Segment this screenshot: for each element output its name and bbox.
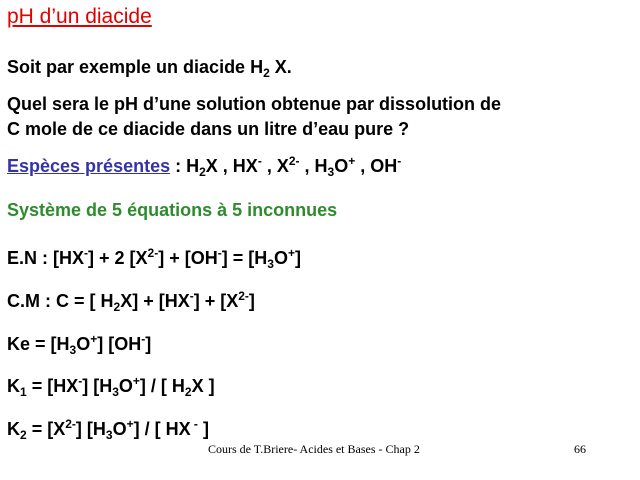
equation-ke	[7, 333, 151, 355]
eq-text: O	[112, 419, 127, 439]
equation-electroneutrality	[7, 247, 301, 269]
slide-title: pH d’un diacide	[7, 5, 152, 28]
eq-text: X ]	[191, 376, 215, 396]
eq-text: K	[7, 376, 20, 396]
eq-text: K	[7, 419, 20, 439]
superscript: 2-	[147, 246, 159, 260]
species-text: O	[334, 156, 349, 176]
superscript: -	[190, 417, 198, 431]
eq-text: X] + [HX	[120, 291, 190, 311]
eq-text: ]	[248, 291, 255, 311]
eq-text: C.M : C = [ H	[7, 291, 114, 311]
subscript: 2	[20, 428, 27, 442]
subscript: 2	[184, 385, 192, 399]
superscript: -	[78, 374, 83, 388]
eq-text: ] = [H	[221, 248, 268, 268]
species-text: , H	[299, 156, 328, 176]
subscript: 2	[263, 66, 270, 80]
superscript: +	[132, 374, 140, 388]
superscript: 2-	[238, 289, 249, 303]
superscript: -	[397, 154, 402, 168]
equation-k1	[7, 375, 215, 397]
species-text: : H	[170, 156, 200, 176]
species-text: , OH	[355, 156, 398, 176]
eq-text: O	[76, 334, 91, 354]
superscript: +	[287, 246, 295, 260]
subscript: 3	[327, 165, 335, 179]
eq-text: O	[273, 248, 288, 268]
superscript: 2-	[65, 417, 76, 431]
superscript: -	[217, 246, 222, 260]
superscript: +	[348, 154, 356, 168]
subscript: 3	[69, 343, 77, 357]
eq-text: ]	[197, 419, 209, 439]
species-line	[7, 155, 401, 177]
eq-text: ] [H	[75, 419, 106, 439]
eq-text: ]	[294, 248, 301, 268]
subscript: 2	[199, 165, 206, 179]
subscript: 3	[105, 428, 113, 442]
subscript: 1	[20, 385, 27, 399]
superscript: -	[189, 289, 194, 303]
intro-text: X.	[269, 57, 292, 77]
eq-text: ] [H	[82, 376, 113, 396]
superscript: -	[84, 246, 89, 260]
eq-text: ] / [ H	[139, 376, 185, 396]
subscript: 3	[112, 385, 119, 399]
eq-text: ] [OH	[97, 334, 142, 354]
species-text: , X	[261, 156, 289, 176]
eq-text: ] + [OH	[158, 248, 218, 268]
subscript: 2	[113, 300, 121, 314]
eq-text: E.N : [HX	[7, 248, 85, 268]
superscript: +	[90, 332, 98, 346]
subscript: 3	[267, 257, 274, 271]
eq-text: ]	[145, 334, 152, 354]
species-text: X , HX	[205, 156, 258, 176]
superscript: -	[257, 154, 262, 168]
intro-text: Soit par exemple un diacide H	[7, 57, 264, 77]
eq-text: ] / [ HX	[133, 419, 191, 439]
system-heading: Système de 5 équations à 5 inconnues	[7, 200, 338, 220]
question-line-1: Quel sera le pH d’une solution obtenue par dissolution de	[7, 94, 502, 114]
eq-text: ] + 2 [X	[88, 248, 148, 268]
eq-text: ] + [X	[193, 291, 239, 311]
species-label: Espèces présentes	[7, 156, 171, 176]
page-number: 66	[574, 442, 586, 456]
eq-text: O	[118, 376, 133, 396]
eq-text: = [HX	[26, 376, 79, 396]
intro-line	[7, 56, 292, 78]
eq-text: Ke = [H	[7, 334, 70, 354]
footer-text: Cours de T.Briere- Acides et Bases - Chap 2	[208, 442, 420, 456]
eq-text: = [X	[26, 419, 66, 439]
question-line-2: C mole de ce diacide dans un litre d’eau pure ?	[7, 119, 410, 139]
superscript: +	[126, 417, 134, 431]
superscript: -	[141, 332, 146, 346]
equation-mass-conservation	[7, 290, 255, 312]
equation-k2	[7, 418, 209, 440]
superscript: 2-	[288, 154, 300, 168]
